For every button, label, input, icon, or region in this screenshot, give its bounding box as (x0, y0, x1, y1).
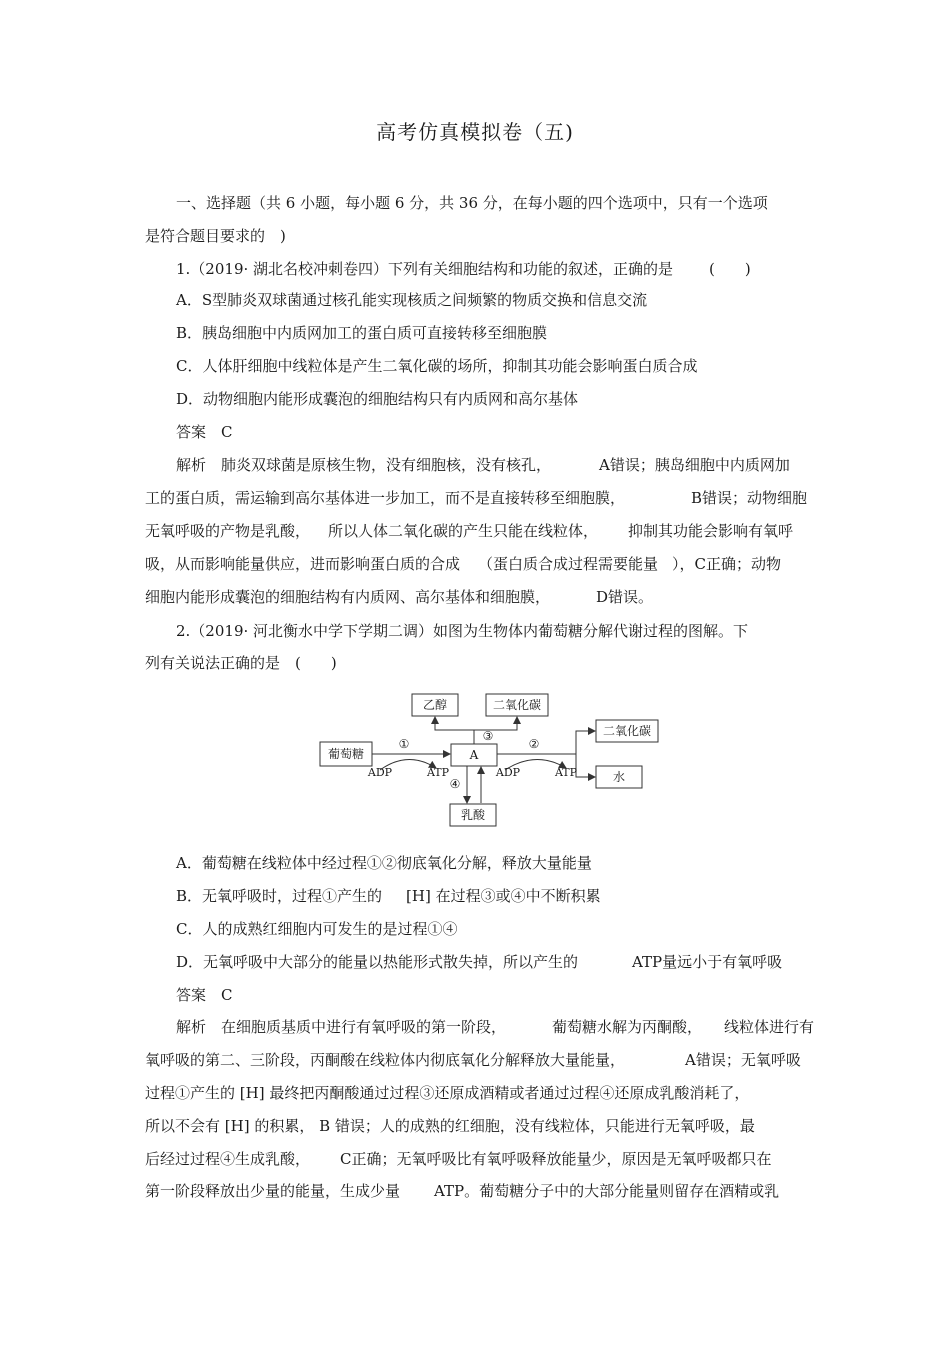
q2-option-d-text: D．无氧呼吸中大部分的能量以热能形式散失掉，所以产生的 (176, 953, 579, 971)
q2-analysis-text: 线粒体进行有 (724, 1018, 815, 1036)
adp-1-label: ADP (367, 766, 393, 779)
q1-analysis-text: A错误；胰岛细胞中内质网加 (599, 456, 790, 474)
q1-analysis-line (176, 455, 790, 475)
process-2-water-arrow (576, 754, 595, 777)
q1-answer-blank: ( ) (709, 260, 751, 278)
lactate-label: 乳酸 (460, 808, 486, 822)
q2-option-b-text: [H] 在过程③或④中不断积累 (406, 887, 601, 905)
section-heading-line1: 一、选择题（共 6 小题，每小题 6 分，共 36 分，在每小题的四个选项中，只有一个选项 (176, 194, 768, 212)
atp-1-label: ATP (426, 766, 450, 779)
q2-option-c: C．人的成熟红细胞内可发生的是过程①④ (176, 920, 458, 938)
q2-answer: 答案 C (176, 986, 233, 1004)
ethanol-label: 乙醇 (422, 698, 448, 712)
co2-right-label: 二氧化碳 (602, 724, 652, 738)
q1-analysis-text: B错误；动物细胞 (691, 489, 808, 507)
q1-analysis-text: 解析 肺炎双球菌是原核生物，没有细胞核，没有核孔， (176, 456, 552, 474)
q2-option-d-text: ATP量远小于有氧呼吸 (632, 953, 783, 971)
q2-stem-text: ）如图为生物体内葡萄糖分解代谢过程的图解。下 (418, 622, 749, 640)
q2-analysis-line (176, 1017, 814, 1037)
q2-analysis-line: 所以不会有 [H] 的积累， B 错误；人的成熟的红细胞，没有线粒体，只能进行无氧呼吸，最 (145, 1117, 755, 1135)
atp-2-label: ATP (554, 766, 578, 779)
q1-option-a: A．S型肺炎双球菌通过核孔能实现核质之间频繁的物质交换和信息交流 (176, 291, 648, 309)
q1-option-b: B．胰岛细胞中内质网加工的蛋白质可直接转移至细胞膜 (176, 324, 548, 342)
page-title: 高考仿真模拟卷（五) (376, 120, 574, 144)
q2-option-b (176, 886, 601, 906)
q1-analysis-text: 细胞内能形成囊泡的细胞结构有内质网、高尔基体和细胞膜， (145, 588, 551, 606)
q2-analysis-text: 第一阶段释放出少量的能量，生成少量 (145, 1182, 401, 1200)
q2-analysis-text: 氧呼吸的第二、三阶段，丙酮酸在线粒体内彻底氧化分解释放大量能量， (145, 1051, 626, 1069)
q2-analysis-text: A错误；无氧呼吸 (685, 1051, 801, 1069)
q1-answer: 答案 C (176, 423, 233, 441)
q2-analysis-text: 后经过过程④生成乳酸， (145, 1150, 311, 1168)
process-4-label: ④ (449, 777, 461, 791)
section-heading-line2: 是符合题目要求的 ) (145, 227, 286, 245)
glucose-label: 葡萄糖 (327, 747, 365, 761)
q1-analysis-text: ），C正确；动物 (672, 555, 782, 573)
q2-analysis-text: ATP。葡萄糖分子中的大部分能量则留存在酒精或乳 (434, 1182, 780, 1200)
q1-stem-source: 1.（2019· 湖北名校冲刺卷四 (176, 260, 374, 278)
q1-option-d: D．动物细胞内能形成囊泡的细胞结构只有内质网和高尔基体 (176, 390, 579, 408)
q2-option-b-text: B．无氧呼吸时，过程①产生的 (176, 887, 383, 905)
q1-stem-text: ）下列有关细胞结构和功能的叙述，正确的是 (373, 260, 674, 278)
process-3-label: ③ (482, 729, 494, 743)
q1-analysis-text: （蛋白质合成过程需要能量 (478, 555, 659, 573)
q2-stem-line2: 列有关说法正确的是 ( ) (145, 654, 337, 672)
q1-analysis-text: 吸，从而影响能量供应，进而影响蛋白质的合成 (145, 555, 461, 573)
metabolism-diagram (300, 684, 680, 834)
a-label: A (469, 748, 479, 762)
q2-analysis-text: 解析 在细胞质基质中进行有氧呼吸的第一阶段， (176, 1018, 507, 1036)
q1-stem (176, 259, 751, 279)
water-label: 水 (612, 770, 626, 784)
q1-analysis-text: 工的蛋白质，需运输到高尔基体进一步加工，而不是直接转移至细胞膜， (145, 489, 626, 507)
q2-stem-source: 2.（2019· 河北衡水中学下学期二调 (176, 622, 419, 640)
q1-analysis-text: D错误。 (596, 588, 654, 606)
process-2-co2-arrow (576, 731, 595, 754)
q2-analysis-line (145, 1181, 779, 1201)
q1-analysis-line (145, 587, 653, 607)
q2-stem-line1 (176, 621, 748, 641)
q1-analysis-line (145, 521, 793, 541)
process-2-label: ② (528, 737, 540, 751)
process-1-label: ① (398, 737, 410, 751)
q2-analysis-text: C正确；无氧呼吸比有氧呼吸释放能量少，原因是无氧呼吸都只在 (340, 1150, 772, 1168)
q1-analysis-text: 所以人体二氧化碳的产生只能在线粒体， (328, 522, 599, 540)
adp-2-label: ADP (495, 766, 521, 779)
co2-top-label: 二氧化碳 (492, 698, 542, 712)
q2-analysis-line (145, 1050, 801, 1070)
q2-analysis-text: 葡萄糖水解为丙酮酸， (552, 1018, 703, 1036)
q1-analysis-line (145, 488, 807, 508)
q1-option-c: C．人体肝细胞中线粒体是产生二氧化碳的场所，抑制其功能会影响蛋白质合成 (176, 357, 698, 375)
process-3-co2-arrow (474, 717, 517, 730)
q1-analysis-text: 抑制其功能会影响有氧呼 (628, 522, 794, 540)
process-3-arrow (435, 717, 474, 744)
q1-analysis-line (145, 554, 781, 574)
q2-option-d (176, 952, 782, 972)
q2-analysis-line (145, 1149, 772, 1169)
q1-analysis-text: 无氧呼吸的产物是乳酸， (145, 522, 311, 540)
q2-option-a: A．葡萄糖在线粒体中经过程①②彻底氧化分解，释放大量能量 (176, 854, 592, 872)
q2-analysis-line: 过程①产生的 [H] 最终把丙酮酸通过过程③还原成酒精或者通过过程④还原成乳酸消耗了， (145, 1084, 750, 1102)
